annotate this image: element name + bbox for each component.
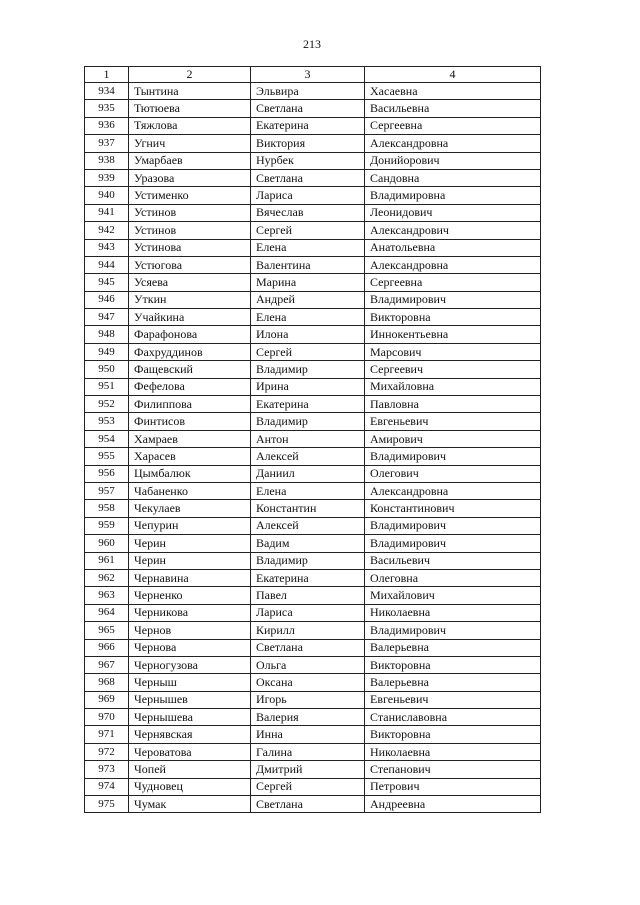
surname-cell: Филиппова: [129, 396, 251, 413]
first-name-cell: Владимир: [251, 361, 365, 378]
first-name-cell: Алексей: [251, 448, 365, 465]
first-name-cell: Галина: [251, 743, 365, 760]
table-row: [85, 743, 541, 760]
row-number-cell: 955: [85, 448, 129, 465]
patronymic-cell: Владимирович: [365, 622, 541, 639]
row-number-cell: 946: [85, 291, 129, 308]
surname-cell: Чопей: [129, 761, 251, 778]
table-row: [85, 674, 541, 691]
column-header-2: 2: [129, 67, 251, 83]
surname-cell: Уразова: [129, 169, 251, 186]
table-row: [85, 709, 541, 726]
table-row: [85, 448, 541, 465]
patronymic-cell: Николаевна: [365, 743, 541, 760]
patronymic-cell: Александровна: [365, 256, 541, 273]
first-name-cell: Светлана: [251, 796, 365, 813]
patronymic-cell: Евгеньевич: [365, 691, 541, 708]
table-row: [85, 639, 541, 656]
patronymic-cell: Александрович: [365, 222, 541, 239]
patronymic-cell: Владимировна: [365, 187, 541, 204]
surname-cell: Учайкина: [129, 309, 251, 326]
first-name-cell: Виктория: [251, 135, 365, 152]
table-row: [85, 83, 541, 100]
surname-cell: Черныш: [129, 674, 251, 691]
first-name-cell: Елена: [251, 482, 365, 499]
patronymic-cell: Михайловна: [365, 378, 541, 395]
row-number-cell: 962: [85, 569, 129, 586]
table-row: [85, 361, 541, 378]
first-name-cell: Лариса: [251, 604, 365, 621]
first-name-cell: Владимир: [251, 413, 365, 430]
table-row: [85, 100, 541, 117]
table-body: [85, 83, 541, 813]
row-number-cell: 950: [85, 361, 129, 378]
table-row: [85, 396, 541, 413]
table-row: [85, 535, 541, 552]
row-number-cell: 973: [85, 761, 129, 778]
patronymic-cell: Марсович: [365, 343, 541, 360]
first-name-cell: Елена: [251, 239, 365, 256]
table-row: [85, 204, 541, 221]
surname-cell: Чекулаев: [129, 500, 251, 517]
surname-cell: Чепурин: [129, 517, 251, 534]
table-row: [85, 587, 541, 604]
row-number-cell: 949: [85, 343, 129, 360]
surname-cell: Устинов: [129, 204, 251, 221]
patronymic-cell: Сандовна: [365, 169, 541, 186]
row-number-cell: 964: [85, 604, 129, 621]
patronymic-cell: Васильевна: [365, 100, 541, 117]
table-row: [85, 691, 541, 708]
patronymic-cell: Олеговна: [365, 569, 541, 586]
first-name-cell: Вячеслав: [251, 204, 365, 221]
table-row: [85, 256, 541, 273]
table-row: [85, 622, 541, 639]
surname-cell: Чернавина: [129, 569, 251, 586]
table-row: [85, 152, 541, 169]
first-name-cell: Антон: [251, 430, 365, 447]
patronymic-cell: Михайлович: [365, 587, 541, 604]
first-name-cell: Павел: [251, 587, 365, 604]
table-row: [85, 726, 541, 743]
surname-cell: Фахруддинов: [129, 343, 251, 360]
table-row: [85, 552, 541, 569]
surname-cell: Чернышева: [129, 709, 251, 726]
patronymic-cell: Сергеевич: [365, 361, 541, 378]
table-row: [85, 465, 541, 482]
surname-cell: Черногузова: [129, 656, 251, 673]
patronymic-cell: Олегович: [365, 465, 541, 482]
surname-cell: Чернявская: [129, 726, 251, 743]
table-row: [85, 500, 541, 517]
row-number-cell: 975: [85, 796, 129, 813]
patronymic-cell: Амирович: [365, 430, 541, 447]
patronymic-cell: Леонидович: [365, 204, 541, 221]
patronymic-cell: Иннокентьевна: [365, 326, 541, 343]
surname-cell: Чернова: [129, 639, 251, 656]
first-name-cell: Даниил: [251, 465, 365, 482]
row-number-cell: 952: [85, 396, 129, 413]
first-name-cell: Екатерина: [251, 117, 365, 134]
first-name-cell: Вадим: [251, 535, 365, 552]
surname-cell: Устименко: [129, 187, 251, 204]
table-row: [85, 430, 541, 447]
surname-cell: Уткин: [129, 291, 251, 308]
table-row: [85, 482, 541, 499]
first-name-cell: Ольга: [251, 656, 365, 673]
surname-cell: Чабаненко: [129, 482, 251, 499]
row-number-cell: 947: [85, 309, 129, 326]
first-name-cell: Сергей: [251, 222, 365, 239]
surname-cell: Чернышев: [129, 691, 251, 708]
patronymic-cell: Викторовна: [365, 309, 541, 326]
table-row: [85, 656, 541, 673]
surname-cell: Черникова: [129, 604, 251, 621]
first-name-cell: Алексей: [251, 517, 365, 534]
table-row: [85, 413, 541, 430]
table-row: [85, 135, 541, 152]
first-name-cell: Кирилл: [251, 622, 365, 639]
first-name-cell: Светлана: [251, 169, 365, 186]
first-name-cell: Инна: [251, 726, 365, 743]
patronymic-cell: Константинович: [365, 500, 541, 517]
first-name-cell: Нурбек: [251, 152, 365, 169]
row-number-cell: 965: [85, 622, 129, 639]
patronymic-cell: Валерьевна: [365, 639, 541, 656]
row-number-cell: 944: [85, 256, 129, 273]
patronymic-cell: Петрович: [365, 778, 541, 795]
first-name-cell: Сергей: [251, 778, 365, 795]
surname-cell: Цымбалюк: [129, 465, 251, 482]
row-number-cell: 956: [85, 465, 129, 482]
first-name-cell: Екатерина: [251, 569, 365, 586]
surname-cell: Устинова: [129, 239, 251, 256]
patronymic-cell: Николаевна: [365, 604, 541, 621]
table-row: [85, 343, 541, 360]
row-number-cell: 966: [85, 639, 129, 656]
surname-cell: Устинов: [129, 222, 251, 239]
page-number: 213: [303, 37, 321, 51]
row-number-cell: 963: [85, 587, 129, 604]
patronymic-cell: Сергеевна: [365, 274, 541, 291]
column-header-4: 4: [365, 67, 541, 83]
patronymic-cell: Владимирович: [365, 517, 541, 534]
row-number-cell: 940: [85, 187, 129, 204]
first-name-cell: Светлана: [251, 100, 365, 117]
surname-cell: Черин: [129, 552, 251, 569]
first-name-cell: Лариса: [251, 187, 365, 204]
row-number-cell: 959: [85, 517, 129, 534]
table-row: [85, 778, 541, 795]
row-number-cell: 943: [85, 239, 129, 256]
row-number-cell: 960: [85, 535, 129, 552]
table-row: [85, 169, 541, 186]
surname-cell: Усяева: [129, 274, 251, 291]
surname-cell: Хамраев: [129, 430, 251, 447]
patronymic-cell: Викторовна: [365, 656, 541, 673]
surname-cell: Тяжлова: [129, 117, 251, 134]
table-row: [85, 517, 541, 534]
surname-cell: Чероватова: [129, 743, 251, 760]
first-name-cell: Андрей: [251, 291, 365, 308]
row-number-cell: 967: [85, 656, 129, 673]
row-number-cell: 935: [85, 100, 129, 117]
table-row: [85, 569, 541, 586]
first-name-cell: Елена: [251, 309, 365, 326]
patronymic-cell: Станиславовна: [365, 709, 541, 726]
row-number-cell: 941: [85, 204, 129, 221]
row-number-cell: 957: [85, 482, 129, 499]
surname-cell: Чудновец: [129, 778, 251, 795]
patronymic-cell: Анатольевна: [365, 239, 541, 256]
surname-cell: Чернов: [129, 622, 251, 639]
surname-cell: Финтисов: [129, 413, 251, 430]
first-name-cell: Марина: [251, 274, 365, 291]
patronymic-cell: Хасаевна: [365, 83, 541, 100]
first-name-cell: Валерия: [251, 709, 365, 726]
first-name-cell: Дмитрий: [251, 761, 365, 778]
table-row: [85, 274, 541, 291]
row-number-cell: 969: [85, 691, 129, 708]
surname-cell: Харасев: [129, 448, 251, 465]
row-number-cell: 942: [85, 222, 129, 239]
row-number-cell: 945: [85, 274, 129, 291]
first-name-cell: Светлана: [251, 639, 365, 656]
patronymic-cell: Евгеньевич: [365, 413, 541, 430]
row-number-cell: 951: [85, 378, 129, 395]
row-number-cell: 934: [85, 83, 129, 100]
patronymic-cell: Владимирович: [365, 535, 541, 552]
surname-cell: Фефелова: [129, 378, 251, 395]
first-name-cell: Владимир: [251, 552, 365, 569]
row-number-cell: 954: [85, 430, 129, 447]
table-row: [85, 291, 541, 308]
first-name-cell: Екатерина: [251, 396, 365, 413]
first-name-cell: Илона: [251, 326, 365, 343]
registry-table: [84, 66, 541, 813]
surname-cell: Чумак: [129, 796, 251, 813]
row-number-cell: 970: [85, 709, 129, 726]
patronymic-cell: Андреевна: [365, 796, 541, 813]
table-row: [85, 117, 541, 134]
first-name-cell: Ирина: [251, 378, 365, 395]
row-number-cell: 948: [85, 326, 129, 343]
row-number-cell: 974: [85, 778, 129, 795]
patronymic-cell: Владимирович: [365, 448, 541, 465]
surname-cell: Тютюева: [129, 100, 251, 117]
row-number-cell: 938: [85, 152, 129, 169]
row-number-cell: 961: [85, 552, 129, 569]
row-number-cell: 937: [85, 135, 129, 152]
column-header-3: 3: [251, 67, 365, 83]
surname-cell: Черненко: [129, 587, 251, 604]
first-name-cell: Оксана: [251, 674, 365, 691]
patronymic-cell: Александровна: [365, 135, 541, 152]
column-header-1: 1: [85, 67, 129, 83]
table-row: [85, 222, 541, 239]
table-row: [85, 378, 541, 395]
surname-cell: Черин: [129, 535, 251, 552]
first-name-cell: Эльвира: [251, 83, 365, 100]
patronymic-cell: Сергеевна: [365, 117, 541, 134]
table-row: [85, 187, 541, 204]
row-number-cell: 971: [85, 726, 129, 743]
surname-cell: Устюгова: [129, 256, 251, 273]
table-row: [85, 761, 541, 778]
table-row: [85, 796, 541, 813]
table-row: [85, 326, 541, 343]
patronymic-cell: Александровна: [365, 482, 541, 499]
row-number-cell: 968: [85, 674, 129, 691]
table-header-row: [85, 67, 541, 83]
table-row: [85, 239, 541, 256]
row-number-cell: 958: [85, 500, 129, 517]
patronymic-cell: Павловна: [365, 396, 541, 413]
row-number-cell: 972: [85, 743, 129, 760]
row-number-cell: 936: [85, 117, 129, 134]
first-name-cell: Сергей: [251, 343, 365, 360]
patronymic-cell: Владимирович: [365, 291, 541, 308]
surname-cell: Фарафонова: [129, 326, 251, 343]
patronymic-cell: Степанович: [365, 761, 541, 778]
surname-cell: Умарбаев: [129, 152, 251, 169]
first-name-cell: Константин: [251, 500, 365, 517]
first-name-cell: Валентина: [251, 256, 365, 273]
row-number-cell: 939: [85, 169, 129, 186]
table-row: [85, 604, 541, 621]
table-row: [85, 309, 541, 326]
patronymic-cell: Валерьевна: [365, 674, 541, 691]
patronymic-cell: Васильевич: [365, 552, 541, 569]
surname-cell: Фащевский: [129, 361, 251, 378]
patronymic-cell: Донийорович: [365, 152, 541, 169]
patronymic-cell: Викторовна: [365, 726, 541, 743]
surname-cell: Тынтина: [129, 83, 251, 100]
row-number-cell: 953: [85, 413, 129, 430]
first-name-cell: Игорь: [251, 691, 365, 708]
surname-cell: Угнич: [129, 135, 251, 152]
